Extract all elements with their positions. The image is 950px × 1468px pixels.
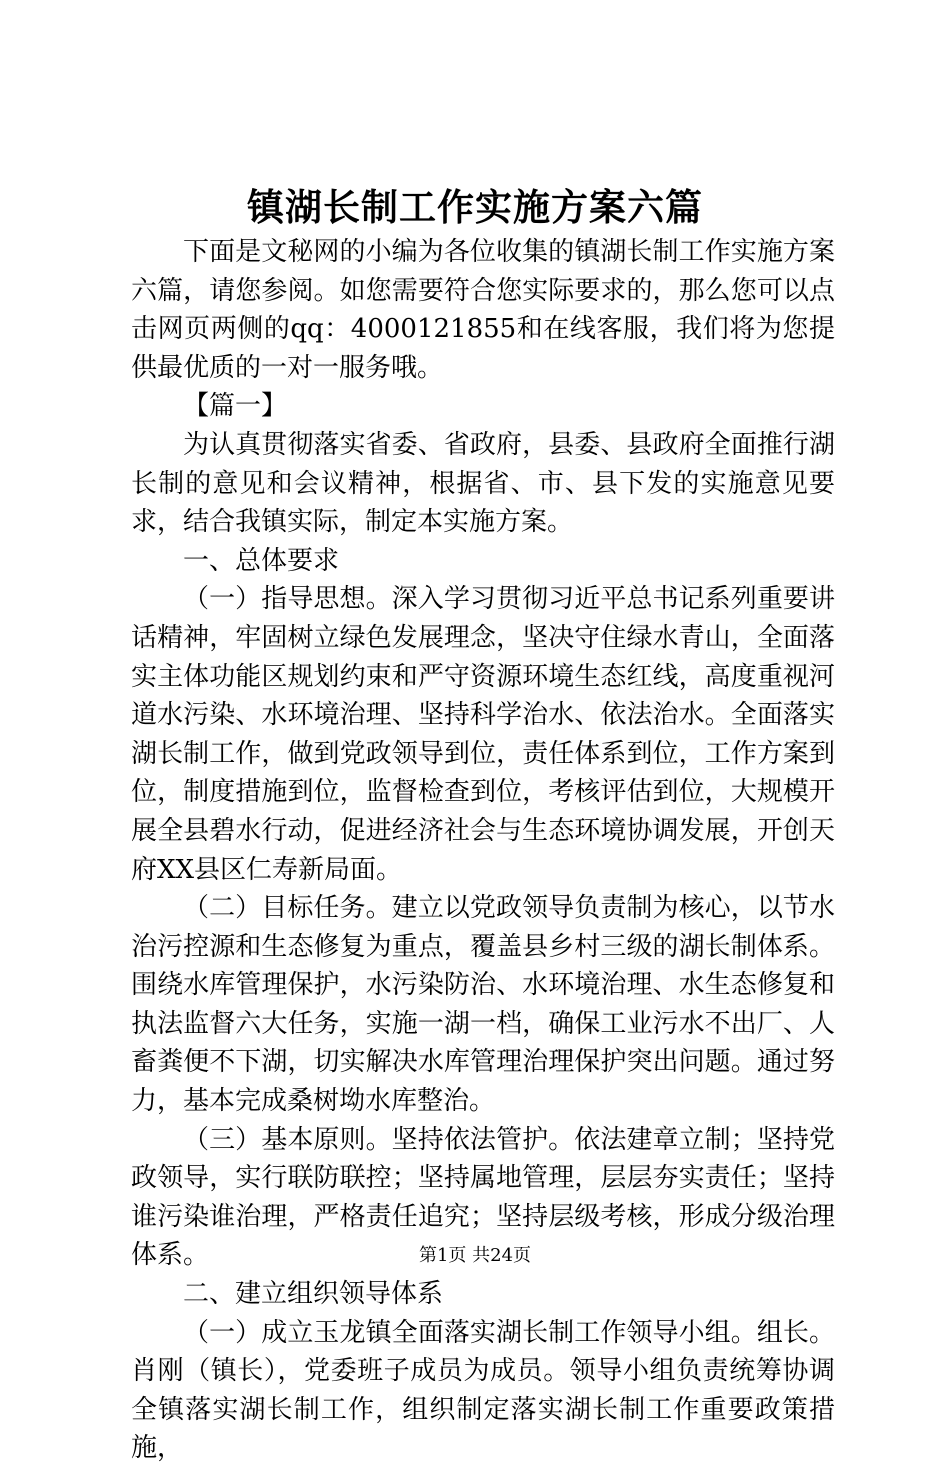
paragraph-target-tasks: （二）目标任务。建立以党政领导负责制为核心，以节水治污控源和生态修复为重点，覆盖县乡村三级的湖长制体系。围绕水库管理保护，水污染防治、水环境治理、水生态修复和执法监督六大任务，实施一湖一档，确保工业污水不出厂、人畜粪便不下湖，切实解决水库管理治理保护突出问题。通过努力，基本完成桑树坳水库整治。 xyxy=(131,893,835,1117)
section-heading-part-one: 【篇一】 xyxy=(183,391,288,422)
paragraph-purpose: 为认真贯彻落实省委、省政府，县委、县政府全面推行湖长制的意见和会议精神，根据省、市、县下发的实施意见要求，结合我镇实际，制定本实施方案。 xyxy=(131,429,835,538)
paragraph-basic-principles: （三）基本原则。坚持依法管护。依法建章立制；坚持党政领导，实行联防联控；坚持属地管理，层层夯实责任；坚持谁污染谁治理，严格责任追究；坚持层级考核，形成分级治理体系。 xyxy=(131,1124,835,1271)
page-number-footer: 第1页 共24页 xyxy=(418,1245,532,1266)
document-title: 镇湖长制工作实施方案六篇 xyxy=(247,185,703,229)
heading-general-requirements: 一、总体要求 xyxy=(183,545,340,576)
paragraph-intro: 下面是文秘网的小编为各位收集的镇湖长制工作实施方案六篇，请您参阅。如您需要符合您实际要求的，那么您可以点击网页两侧的qq：4000121855和在线客服，我们将为您提供最优质的一对一服务哦。 xyxy=(131,237,835,383)
paragraph-guiding-thought: （一）指导思想。深入学习贯彻习近平总书记系列重要讲话精神，牢固树立绿色发展理念，坚决守住绿水青山，全面落实主体功能区规划约束和严守资源环境生态红线，高度重视河道水污染、水环境治理、坚持科学治水、依法治水。全面落实湖长制工作，做到党政领导到位，责任体系到位，工作方案到位，制度措施到位，监督检查到位，考核评估到位，大规模开展全县碧水行动，促进经济社会与生态环境协调发展，开创天府XX县区仁寿新局面。 xyxy=(131,584,835,885)
paragraph-leading-group: （一）成立玉龙镇全面落实湖长制工作领导小组。组长。肖刚（镇长），党委班子成员为成员。领导小组负责统筹协调全镇落实湖长制工作，组织制定落实湖长制工作重要政策措施， xyxy=(131,1317,835,1464)
document-body xyxy=(131,233,835,1468)
heading-organization-system: 二、建立组织领导体系 xyxy=(183,1279,444,1310)
